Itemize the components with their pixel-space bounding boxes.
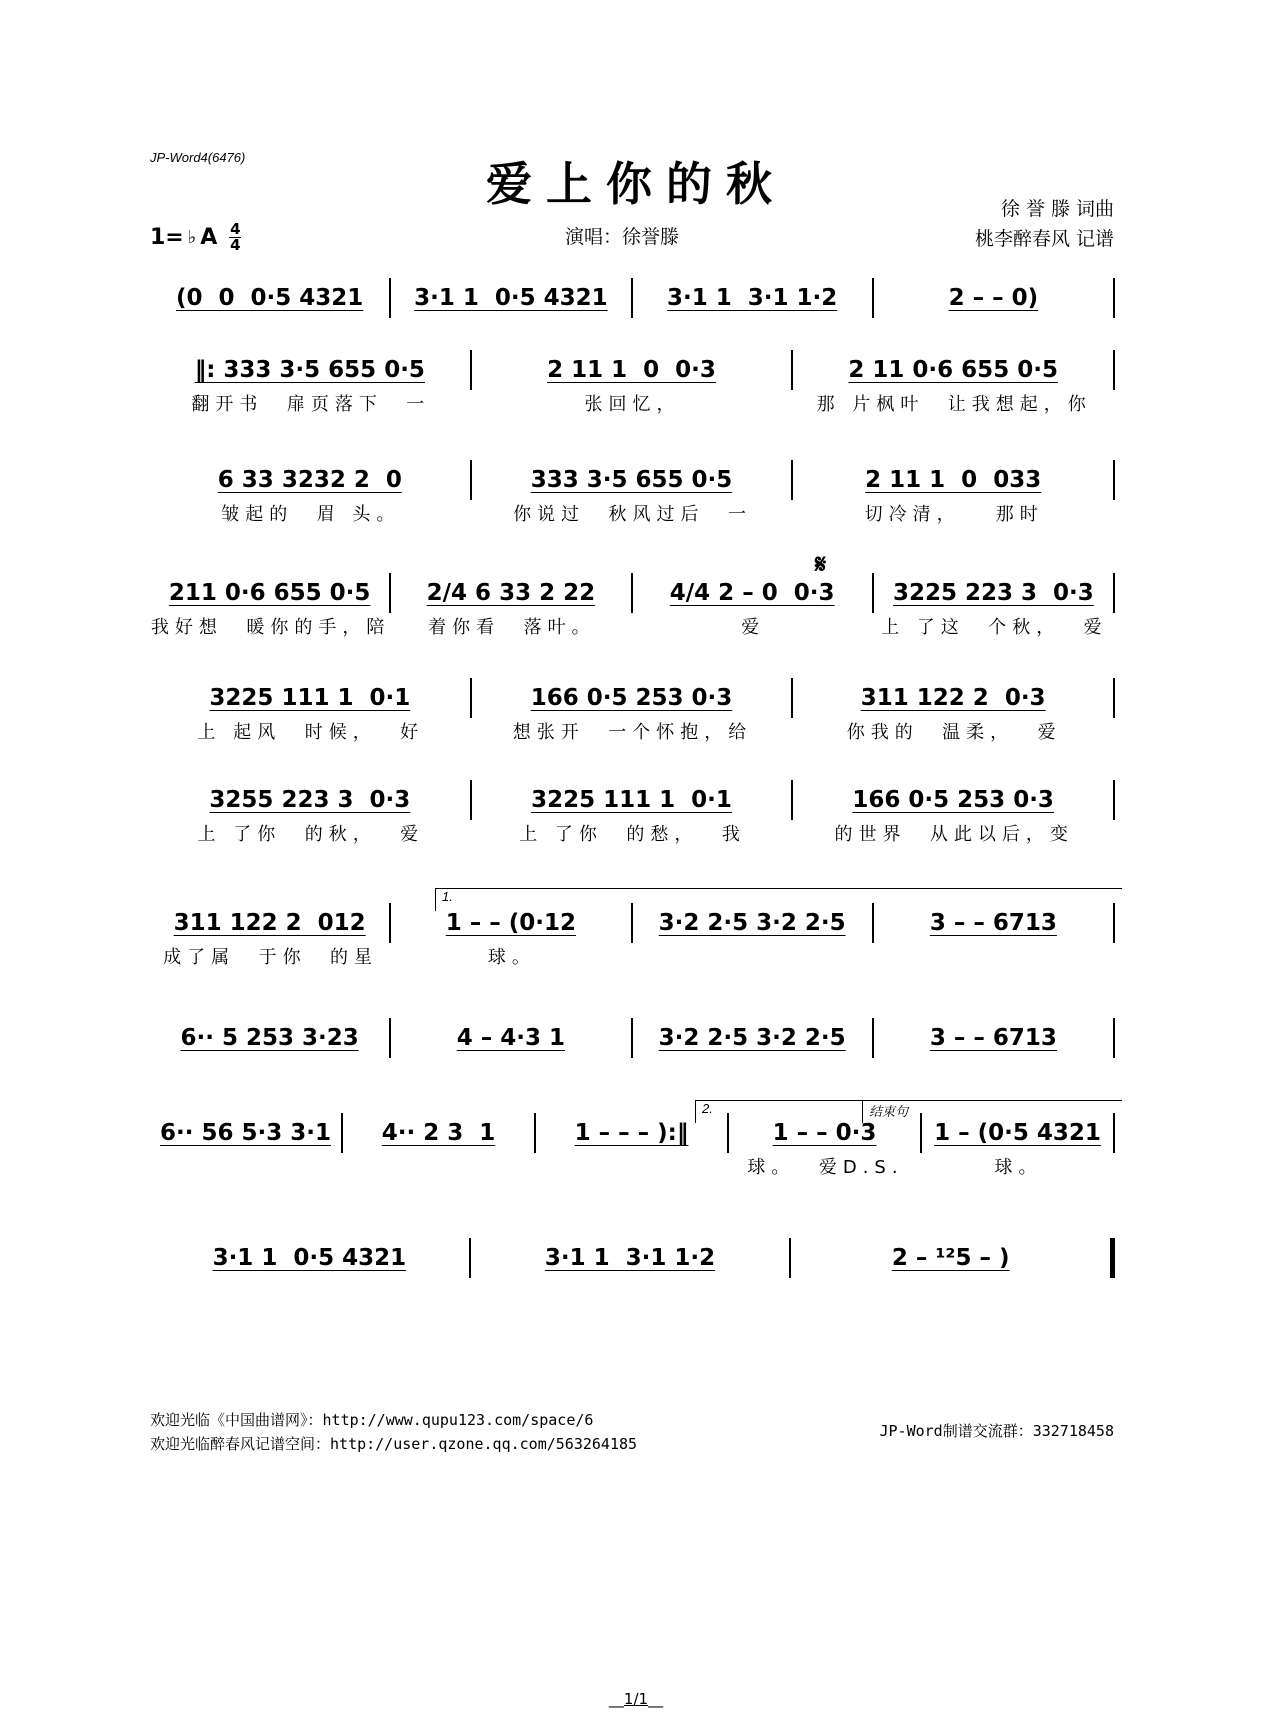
measure: ‖: 333 3·5 655 0·5 (194, 357, 425, 383)
measure: 3·2 2·5 3·2 2·5 (658, 910, 846, 936)
measure: 4 – 4·3 1 (456, 1025, 566, 1051)
measure: 4/4 2 – 0 0·3 (669, 580, 835, 606)
staff-system (150, 1240, 1115, 1276)
lyric-segment: 上 了你 的秋， 爱 (197, 824, 425, 845)
lyrics-row (150, 716, 1115, 746)
measure: 311 122 2 012 (173, 910, 366, 936)
bar-line (1110, 1238, 1115, 1278)
key-prefix: 1= (150, 225, 184, 250)
measure: 166 0·5 253 0·3 (852, 787, 1054, 813)
measure: 2/4 6 33 2 22 (426, 580, 596, 606)
notes-row (150, 280, 1115, 316)
measure: 1 – (0·5 4321 (934, 1120, 1101, 1146)
notes-row (150, 782, 1115, 818)
measure: 6·· 5 253 3·23 (180, 1025, 359, 1051)
measure: 2 11 1 0 0·3 (547, 357, 716, 383)
page-number: __1/1__ (608, 1690, 664, 1708)
notes-row (150, 680, 1115, 716)
lyrics-row (150, 818, 1115, 848)
measure: 1 – – – ):‖ (574, 1120, 689, 1146)
lyric-segment: 球。 (994, 1157, 1043, 1178)
measure: 6 33 3232 2 0 (217, 467, 402, 493)
measure: 3225 111 1 0·1 (209, 685, 411, 711)
lyric-segment: 球。 (487, 947, 536, 968)
staff-system (150, 462, 1115, 528)
measure: 3·1 1 3·1 1·2 (544, 1245, 716, 1271)
bar-line (1113, 1018, 1115, 1058)
staff-system (150, 575, 1115, 641)
singer: 演唱：徐誉滕 (565, 226, 680, 248)
time-top: 4 (230, 220, 241, 238)
footer-group: JP-Word制谱交流群：332718458 (879, 1422, 1114, 1440)
measure: 4·· 2 3 1 (381, 1120, 496, 1146)
bar-line (1113, 460, 1115, 500)
lyrics-row (150, 611, 1115, 641)
lyric-segment: 你我的 温柔， 爱 (846, 722, 1062, 743)
measure: 311 122 2 0·3 (860, 685, 1046, 711)
notes-row (150, 1020, 1115, 1056)
bar-line (1113, 780, 1115, 820)
bar-line (1113, 573, 1115, 613)
lyric-segment: 上 了这 个秋， 爱 (881, 617, 1108, 638)
measure: 3·1 1 0·5 4321 (212, 1245, 407, 1271)
lyric-segment: 爱 (741, 617, 766, 638)
measure: 3225 111 1 0·1 (531, 787, 732, 813)
time-signature (229, 222, 241, 253)
measure: 2 11 0·6 655 0·5 (848, 357, 1058, 383)
measure: 3·1 1 0·5 4321 (414, 285, 608, 311)
measure: (0 0 0·5 4321 (175, 285, 364, 311)
measure: 166 0·5 253 0·3 (530, 685, 733, 711)
measure: 3255 223 3 0·3 (209, 787, 411, 813)
measure: 3·1 1 3·1 1·2 (666, 285, 838, 311)
lyric-segment: 翻开书 扉页落下 一 (191, 394, 431, 415)
notes-row (150, 462, 1115, 498)
ending-bracket: 结束句 (862, 1100, 1122, 1123)
source-label: JP-Word4(6476) (150, 150, 246, 165)
volta-1-bracket: 1. (435, 888, 1122, 911)
measure: 2 – – 0) (948, 285, 1039, 311)
volta-2-bracket: 2. (695, 1100, 867, 1123)
staff-system (150, 1115, 1115, 1181)
measure: 1 – – (0·12 (445, 910, 577, 936)
lyrics-row (150, 388, 1115, 418)
lyric-segment: 想张开 一个怀抱，给 (512, 722, 753, 743)
lyrics-row (150, 498, 1115, 528)
staff-system (150, 905, 1115, 971)
measure: 2 – ¹²5 – ) (891, 1245, 1010, 1271)
lyric-segment: 切冷清， 那时 (864, 504, 1044, 525)
footer-links (150, 1408, 637, 1456)
lyric-segment: 上 了你 的愁， 我 (519, 824, 746, 845)
measure: 2 11 1 0 033 (865, 467, 1042, 493)
measure: 211 0·6 655 0·5 (168, 580, 371, 606)
lyric-segment: 球。 爱D.S. (747, 1157, 904, 1178)
footer-line-2[interactable]: 欢迎光临醉春风记谱空间：http://user.qzone.qq.com/563264185 (150, 1435, 638, 1453)
bar-line (1113, 678, 1115, 718)
measure: 3 – – 6713 (929, 1025, 1057, 1051)
staff-system (150, 1020, 1115, 1056)
time-bottom: 4 (230, 236, 241, 254)
lyric-segment: 着你看 落叶。 (428, 617, 596, 638)
measure: 3225 223 3 0·3 (892, 580, 1094, 606)
notes-row (150, 575, 1115, 611)
lyrics-row (150, 1151, 1115, 1181)
notes-row (150, 352, 1115, 388)
measure: 3 – – 6713 (929, 910, 1057, 936)
footer-line-1[interactable]: 欢迎光临《中国曲谱网》：http://www.qupu123.com/space/6 (150, 1411, 594, 1429)
lyric-segment: 的世界 从此以后，变 (834, 824, 1074, 845)
credits (975, 194, 1114, 254)
staff-system (150, 280, 1115, 316)
staff-system (150, 782, 1115, 848)
lyric-segment: 你说过 秋风过后 一 (513, 504, 752, 525)
notes-row (150, 1240, 1115, 1276)
credit-transcriber: 桃李醉春风 记谱 (974, 228, 1114, 250)
measure: 3·2 2·5 3·2 2·5 (658, 1025, 846, 1051)
lyric-segment: 那 片枫叶 让我想起，你 (816, 394, 1092, 415)
lyrics-row (150, 941, 1115, 971)
flat-icon: ♭ (187, 227, 197, 248)
bar-line (1113, 278, 1115, 318)
key-note: A (200, 225, 218, 250)
lyric-segment: 我好想 暖你的手，陪 (150, 617, 391, 638)
measure: 333 3·5 655 0·5 (530, 467, 733, 493)
measure: 1 – – 0·3 (772, 1120, 877, 1146)
lyric-segment: 张回忆， (584, 394, 681, 415)
key-signature (150, 222, 241, 253)
staff-system (150, 352, 1115, 418)
segno-icon: 𝄋 (815, 550, 827, 580)
lyric-segment: 上 起风 时候， 好 (197, 722, 425, 743)
lyric-segment: 皱起的 眉 头。 (221, 504, 401, 525)
staff-system (150, 680, 1115, 746)
song-title: 爱上你的秋 (486, 157, 786, 211)
measure: 6·· 56 5·3 3·1 (160, 1120, 331, 1146)
bar-line (1113, 350, 1115, 390)
credit-composer: 徐 誉 滕 词曲 (1000, 198, 1114, 220)
lyric-segment: 成了属 于你 的星 (163, 947, 379, 968)
